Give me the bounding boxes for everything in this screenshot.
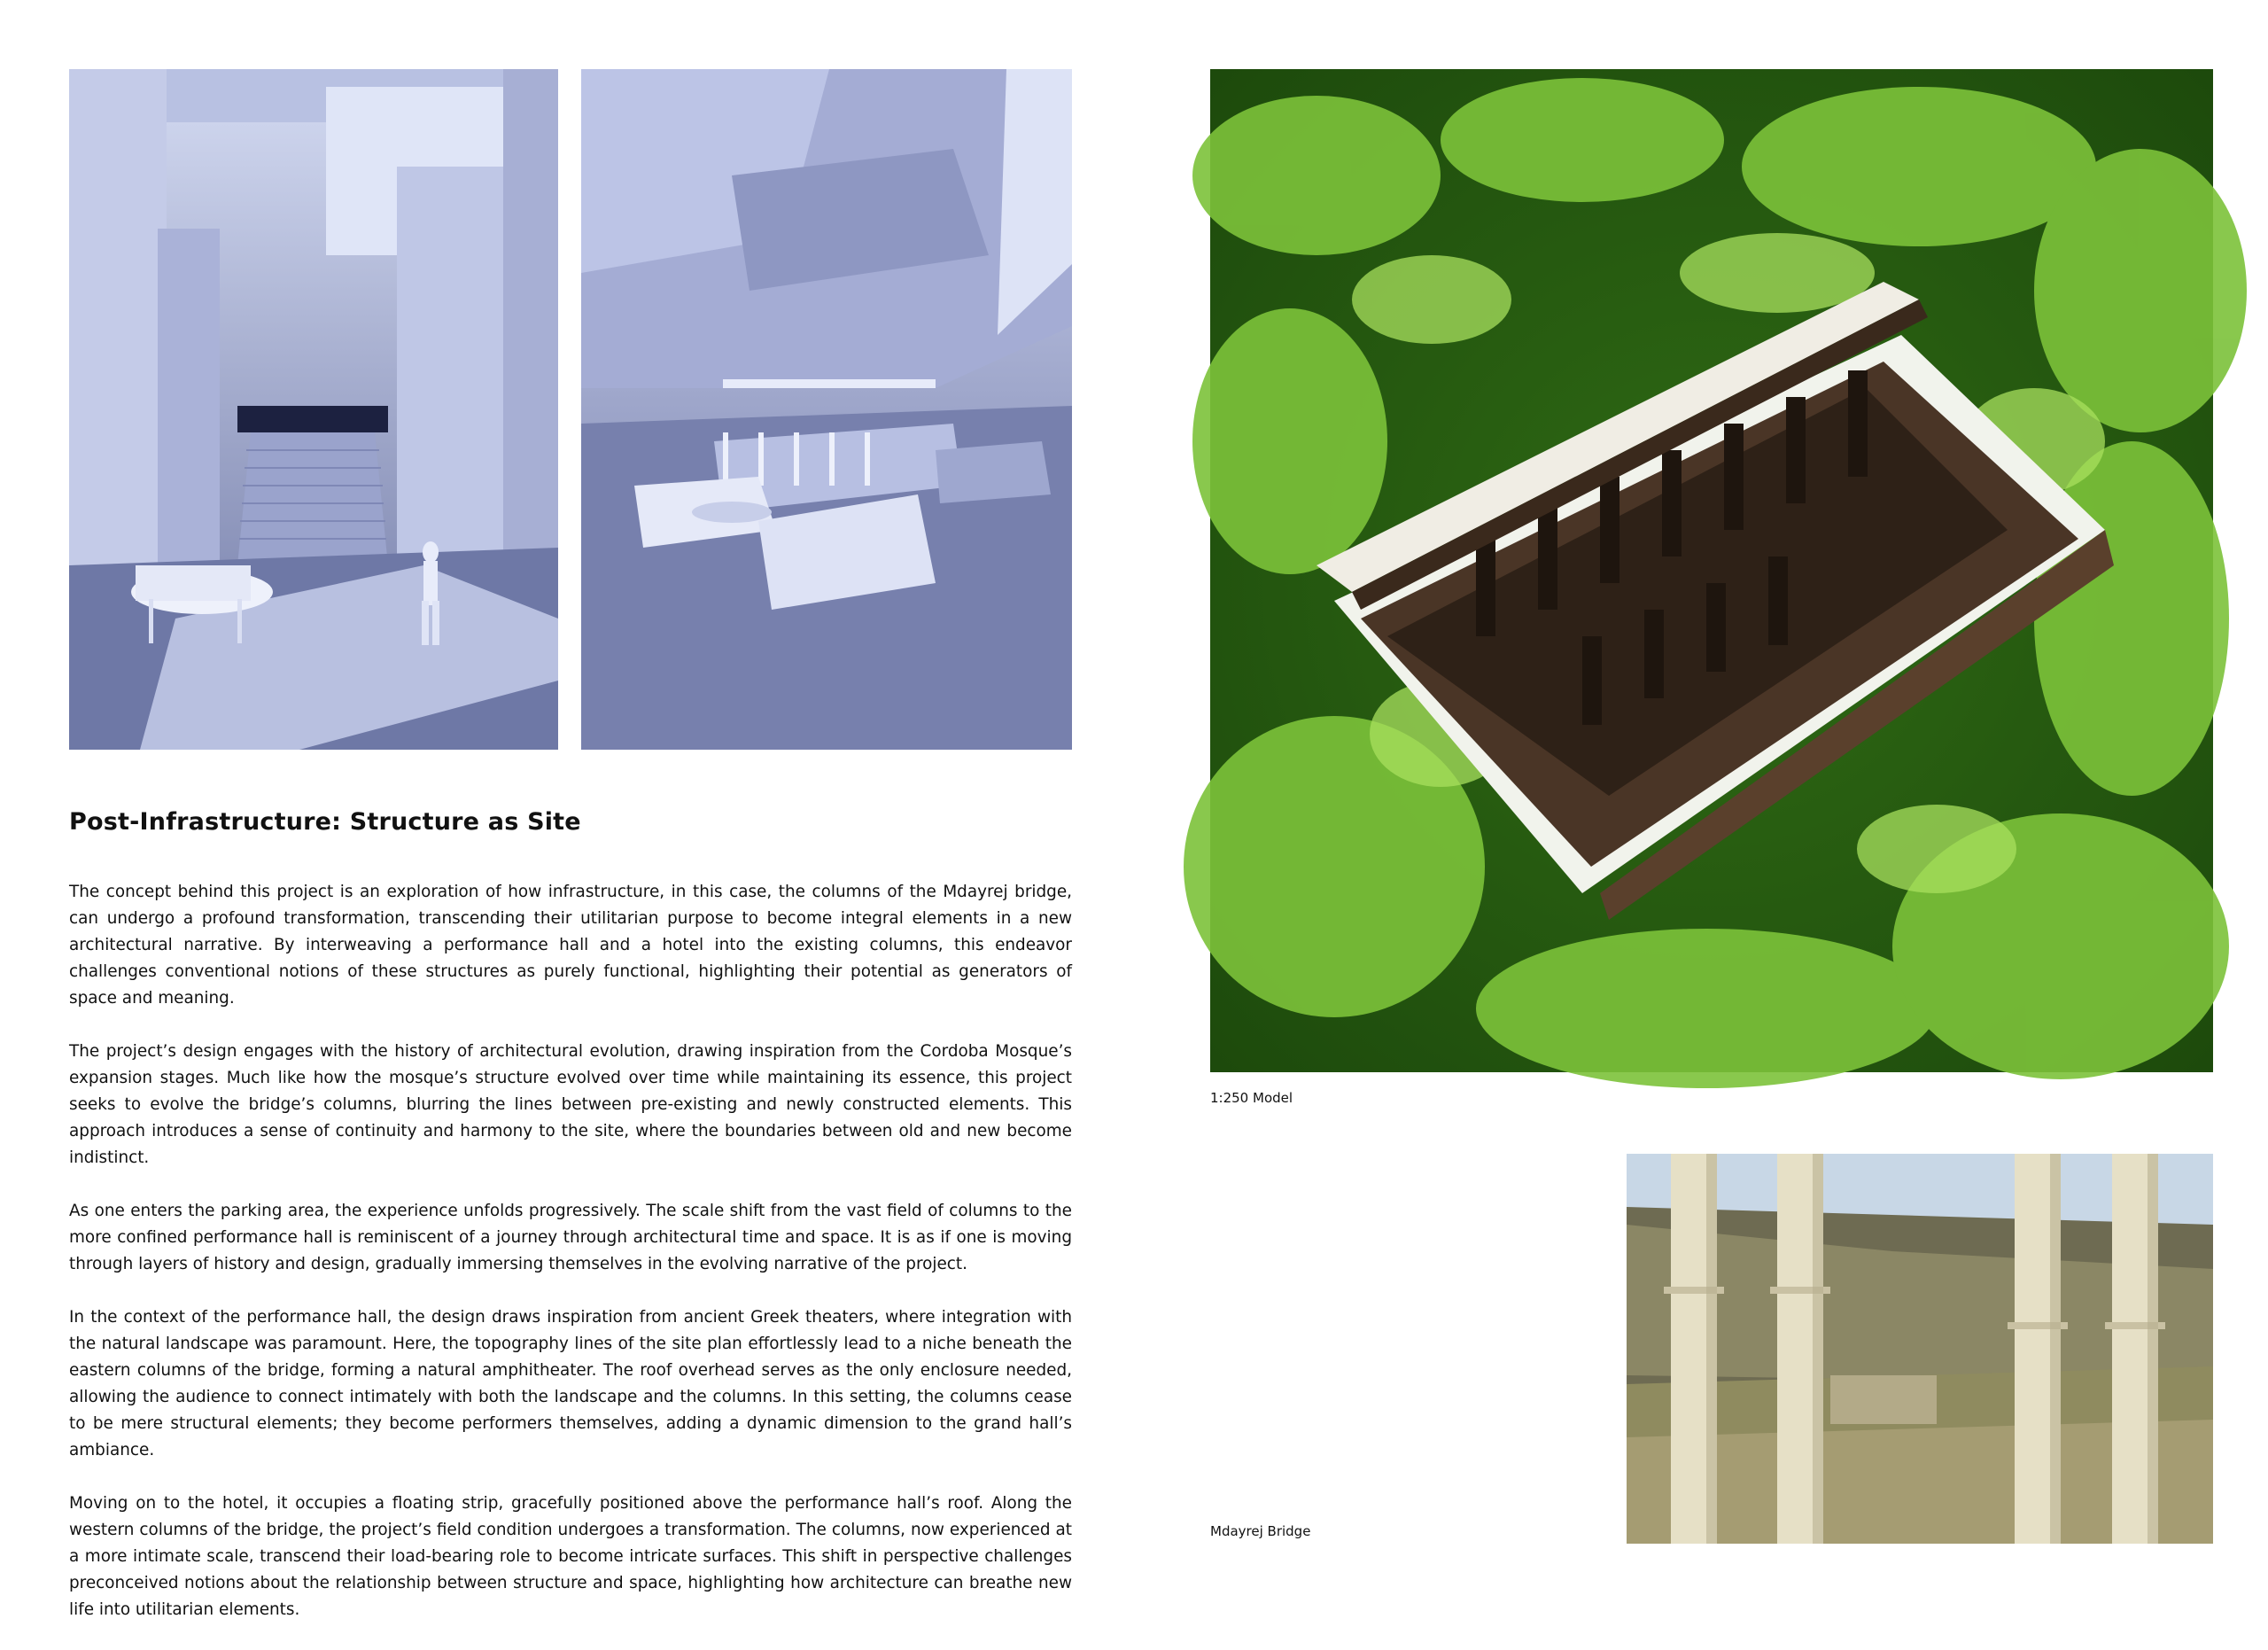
bridge-caption: Mdayrej Bridge [1210, 1523, 1311, 1539]
article-body [69, 879, 1072, 1650]
article-paragraph: As one enters the parking area, the experience unfolds progressively. The scale shift from the vast field of columns to the more confined performance hall is reminiscent of a journey through architectural time and space. It is as if one is moving through layers of history and design, gradually immersing themselves in the evolving narrative of the project. [69, 1202, 1072, 1273]
article-paragraph: In the context of the performance hall, the design draws inspiration from ancient Greek theaters, where integration with the natural landscape was paramount. Here, the topography lines of the site plan effortlessly lead to a niche beneath the eastern columns of the bridge, forming a natural amphitheater. The roof overhead serves as the only enclosure needed, allowing the audience to connect intimately with both the landscape and the columns. In this setting, the columns cease to be mere structural elements; they become performers themselves, adding a dynamic dimension to the grand hall’s ambiance. [69, 1308, 1072, 1459]
article-paragraph: The project’s design engages with the history of architectural evolution, drawing inspiration from the Cordoba Mosque’s expansion stages. Much like how the mosque’s structure evolved over time while maintaining its essence, this project seeks to evolve the bridge’s columns, blurring the lines between pre-existing and newly constructed elements. This approach introduces a sense of continuity and harmony to the site, where the boundaries between old and new become indistinct. [69, 1042, 1072, 1167]
article-title: Post-Infrastructure: Structure as Site [69, 808, 581, 836]
article-paragraph: The concept behind this project is an exploration of how infrastructure, in this case, the columns of the Mdayrej bridge, can undergo a profound transformation, transcending their utilitarian purpose to become integral elements in a new architectural narrative. By interweaving a performance hall and a hotel into the existing columns, this endeavor challenges conventional notions of these structures as purely functional, highlighting their potential as generators of space and meaning. [69, 883, 1072, 1008]
lobby-render-image [69, 69, 558, 750]
model-caption: 1:250 Model [1210, 1090, 1293, 1106]
article-paragraph: Moving on to the hotel, it occupies a floating strip, gracefully positioned above the performance hall’s roof. Along the western columns of the bridge, the project’s field condition undergoes a transformation. The columns, now experienced at a more intimate scale, transcend their load-bearing role to become intricate surfaces. This shift in perspective challenges preconceived notions about the relationship between structure and space, highlighting how architecture can breathe new life into utilitarian elements. [69, 1494, 1072, 1619]
lounge-render-image [581, 69, 1072, 750]
bridge-columns-photo [1627, 1154, 2213, 1544]
wood-model-photo [1210, 69, 2213, 1072]
